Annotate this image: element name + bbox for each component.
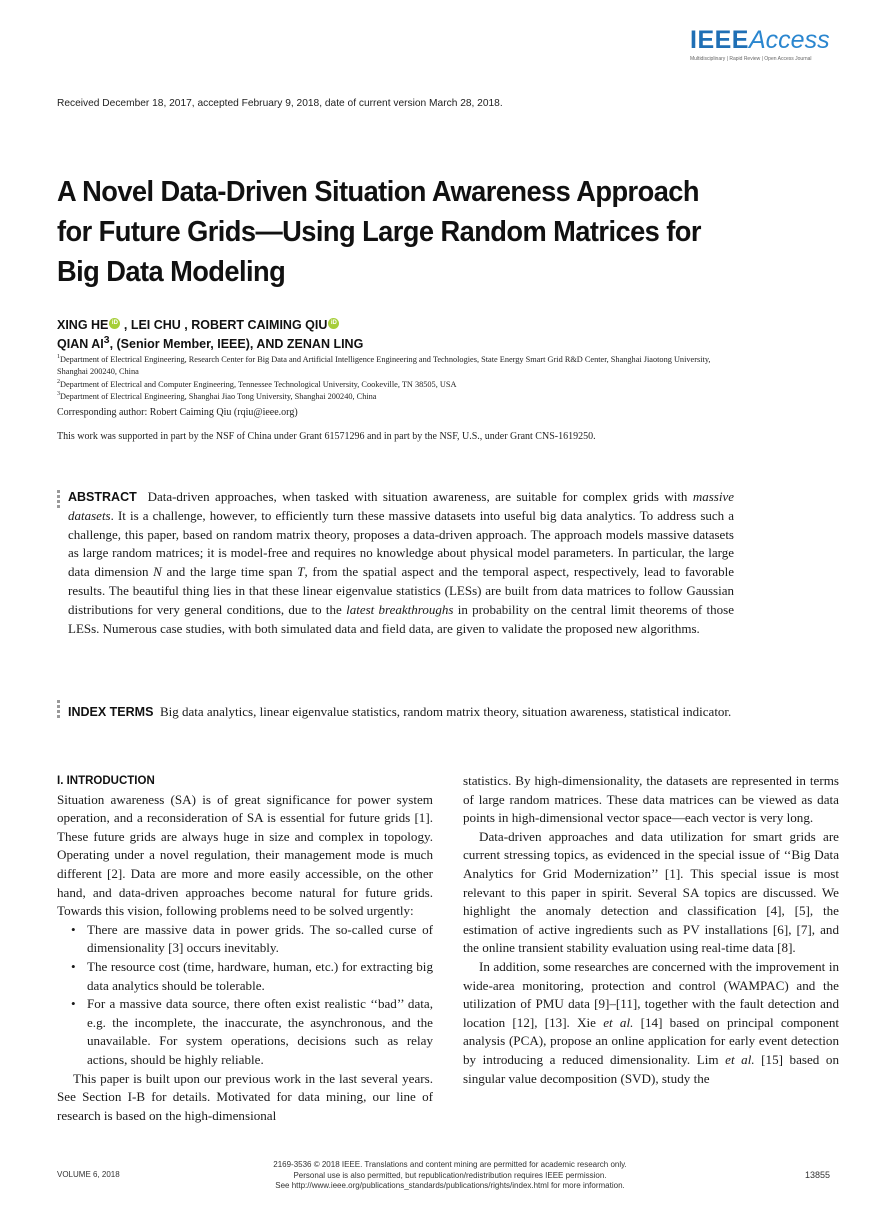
paper-title: A Novel Data-Driven Situation Awareness Approach for Future Grids—Using Large Random Matrices for Big Data Modeling xyxy=(57,176,701,288)
author-qian-ai: QIAN AI xyxy=(57,337,104,352)
footer-page-number: 13855 xyxy=(805,1170,831,1180)
index-terms xyxy=(68,703,734,722)
paragraph-text: In addition, some researches are concerned with the improvement in wide-area monitoring, protection and control (WAMPAC) and the utilization of PMU data [9]–[11], together with the fault detection and location [12], [13]. Xie xyxy=(463,958,839,1030)
corresponding-author: Corresponding author: Robert Caiming Qiu (rqiu@ieee.org) xyxy=(57,407,298,418)
abstract-text: Data-driven approaches, when tasked with situation awareness, are suitable for complex grids with xyxy=(147,489,693,504)
abstract-emph: latest breakthroughs xyxy=(346,601,454,617)
authors-line-2 xyxy=(57,335,363,351)
intro-paragraph xyxy=(463,958,839,1088)
abstract-text: and the large time span xyxy=(161,564,298,580)
column-left xyxy=(57,772,433,1125)
index-terms-label: INDEX TERMS xyxy=(68,705,154,719)
list-item: • For a massive data source, there often exist realistic ‘‘bad’’ data, e.g. the incomplete, the inaccurate, the asynchronous, and the unavailable. For system operations, decisions such as relay actions, should be highly reliable. xyxy=(87,995,433,1069)
abstract-marker xyxy=(57,490,61,510)
journal-logo xyxy=(690,26,840,62)
authors-rest-2: , (Senior Member, IEEE), AND ZENAN LING xyxy=(109,337,364,352)
affiliation-sup: 1 xyxy=(57,354,60,360)
abstract-label: ABSTRACT xyxy=(68,490,137,504)
funding-note: This work was supported in part by the NSF of China under Grant 61571296 and in part by the NSF, U.S., under Grant CNS-1619250. xyxy=(57,431,596,442)
received-line: Received December 18, 2017, accepted February 9, 2018, date of current version March 28, 2018. xyxy=(57,98,503,109)
intro-paragraph: Situation awareness (SA) is of great significance for power system operation, and a reconsideration of SA is essential for future grids [1]. These future grids are always huge in size and complex in topology. Operating under a novel regulation, their management mode is much different [2]. Data are more and more easily accessible, on the other hand, and data-driven approaches become natural for future grids. Towards this vision, following problems need to be solved urgently: xyxy=(57,791,433,919)
author-affiliation-sup: 3 xyxy=(103,335,110,346)
paragraph-text: [15] based on singular value decomposition (SVD), study the xyxy=(463,1051,840,1086)
index-terms-marker xyxy=(57,700,61,720)
list-item: • The resource cost (time, hardware, human, etc.) for extracting big data analytics should be tolerable. xyxy=(87,958,433,995)
authors-line-1 xyxy=(57,318,339,332)
section-heading-introduction: I. INTRODUCTION xyxy=(57,775,155,787)
logo-access: Access xyxy=(748,26,830,54)
abstract-var: N xyxy=(153,564,162,580)
affiliation-sup: 2 xyxy=(57,379,60,385)
intro-paragraph: statistics. By high-dimensionality, the datasets are represented in terms of large random matrices. These data matrices can be viewed as data points in high-dimensional vector space—each vector is very long. xyxy=(463,773,839,826)
affiliation-1 xyxy=(57,351,717,378)
intro-bullet-list xyxy=(57,921,433,1070)
abstract-emph: massive datasets xyxy=(68,489,735,523)
intro-paragraph: Data-driven approaches and data utilization for smart grids are current stressing topics, as evidenced in the special issue of ‘‘Big Data Analytics for Grid Modernization’’ [1]. This special issue is most relevant to this paper in spirit. Several SA topics are discussed. We highlight the anomaly detection and classification [4], [5], the estimation of active ingredients such as PV installations [6], [7], and the online transient stability evaluation using real-time data [8]. xyxy=(463,828,839,956)
column-right xyxy=(463,772,839,1088)
orcid-icon[interactable]: iD xyxy=(109,318,120,329)
abstract-text: , from the spatial aspect and the temporal aspect, respectively, lead to favorable results. The beautiful thing lies in that these linear eigenvalue statistics (LESs) are built from data matrices to follow Gaussian distributions for very general conditions, due to the xyxy=(68,564,734,617)
abstract-text: in probability on the central limit theorems of those LESs. Numerous case studies, with both simulated data and field data, are given to validate the proposed new algorithms. xyxy=(68,601,734,636)
footer-volume: VOLUME 6, 2018 xyxy=(57,1170,120,1179)
affiliation-text: Department of Electrical Engineering, Research Center for Big Data and Artificial Intelligence Engineering and Technologies, State Energy Smart Grid R&D Center, Shanghai Jiaotong University, Shanghai 200240, China xyxy=(57,354,711,376)
footer-line: See http://www.ieee.org/publications_standards/publications/rights/index.html for more information. xyxy=(275,1181,625,1190)
footer-line: Personal use is also permitted, but republication/redistribution requires IEEE permission. xyxy=(293,1170,607,1180)
affiliation-text: Department of Electrical Engineering, Shanghai Jiao Tong University, Shanghai 200240, China xyxy=(60,391,377,401)
paragraph-text: [14] based on principal component analysis (PCA), propose an online application for early event detection by introducing a reduced dimensionality. Lim xyxy=(463,1014,840,1067)
abstract-text: . It is a challenge, however, to efficiently turn these massive datasets into useful big data analytics. To address such a challenge, this paper, based on random matrix theory, proposes a data-driven approach. The approach models massive datasets as large random matrices; it is model-free and requires no knowledge about physical model parameters. In particular, the large data dimension xyxy=(68,507,734,580)
affiliation-3 xyxy=(57,388,717,403)
list-item: • There are massive data in power grids. The so-called curse of dimensionality [3] occurs inevitably. xyxy=(87,921,433,958)
authors-rest-1: , LEI CHU , ROBERT CAIMING QIU xyxy=(123,318,328,332)
abstract-var: T xyxy=(297,564,305,580)
affiliation-sup: 3 xyxy=(57,391,60,397)
footer-copyright xyxy=(200,1160,700,1192)
orcid-icon[interactable]: iD xyxy=(328,318,339,329)
abstract xyxy=(68,488,734,638)
index-terms-text: Big data analytics, linear eigenvalue statistics, random matrix theory, situation awareness, statistical indicator. xyxy=(159,704,732,719)
author-1: XING HE xyxy=(57,318,109,332)
footer-line: 2169-3536 © 2018 IEEE. Translations and content mining are permitted for academic research only. xyxy=(273,1160,627,1169)
etal-text: et al. xyxy=(725,1051,755,1067)
logo-ieee: IEEE xyxy=(690,26,749,54)
logo-tagline: Multidisciplinary | Rapid Review | Open Access Journal xyxy=(690,56,812,62)
etal-text: et al. xyxy=(603,1014,634,1030)
intro-paragraph: This paper is built upon our previous work in the last several years. See Section I-B for details. Motivated for data mining, our line of research is based on the high-dimensional xyxy=(57,1070,433,1123)
affiliation-text: Department of Electrical and Computer Engineering, Tennessee Technological University, Cookeville, TN 38505, USA xyxy=(60,379,457,389)
